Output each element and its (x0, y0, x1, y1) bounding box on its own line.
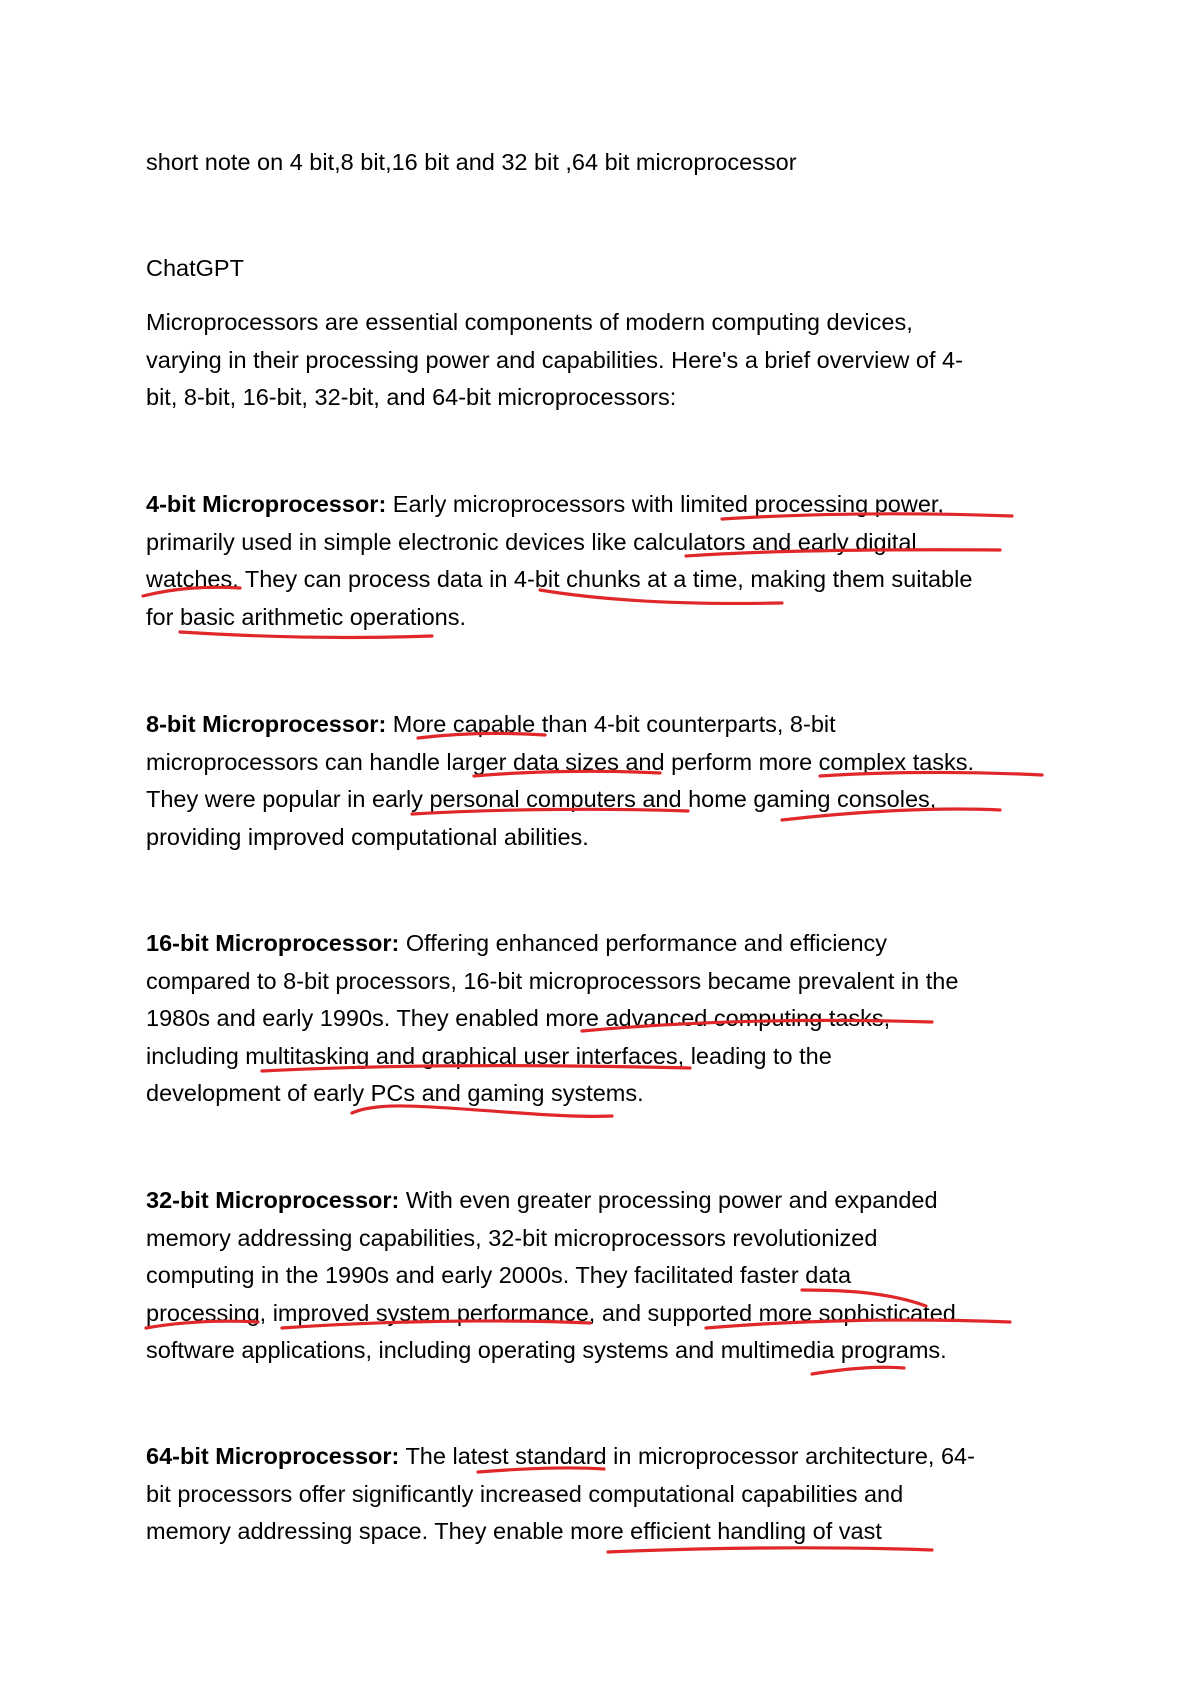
section-text: Early microprocessors with limited processing power, (386, 491, 944, 517)
prompt-line: short note on 4 bit,8 bit,16 bit and 32 bit ,64 bit microprocessor (146, 149, 797, 175)
section-line: providing improved computational abilities. (146, 823, 589, 850)
section-text: More capable than 4-bit counterparts, 8-bit (386, 711, 836, 737)
section-text: The latest standard in microprocessor architecture, 64- (399, 1443, 975, 1469)
author-label (146, 250, 1066, 288)
intro-line: varying in their processing power and capabilities. Here's a brief overview of 4- (146, 346, 963, 373)
section-heading: 4-bit Microprocessor: (146, 491, 387, 517)
section-line (146, 1438, 1066, 1476)
section-8bit (146, 706, 1066, 856)
section-line: for basic arithmetic operations. (146, 603, 467, 630)
section-line: including multitasking and graphical user interfaces, leading to the (146, 1042, 832, 1069)
section-line (146, 1182, 1066, 1220)
section-line (146, 486, 1066, 524)
section-text: Offering enhanced performance and efficiency (399, 930, 888, 956)
intro-line: Microprocessors are essential components of modern computing devices, (146, 309, 913, 335)
section-line: compared to 8-bit processors, 16-bit microprocessors became prevalent in the (146, 967, 959, 994)
section-line: software applications, including operating systems and multimedia programs. (146, 1337, 947, 1363)
section-line: memory addressing capabilities, 32-bit microprocessors revolutionized (146, 1224, 878, 1251)
prompt-text (146, 144, 1066, 182)
section-line: They were popular in early personal computers and home gaming consoles, (146, 786, 937, 812)
section-heading: 16-bit Microprocessor: (146, 930, 400, 956)
section-heading: 32-bit Microprocessor: (146, 1187, 400, 1213)
section-line: computing in the 1990s and early 2000s. They facilitated faster data (146, 1262, 852, 1288)
section-line: memory addressing space. They enable more efficient handling of vast (146, 1518, 882, 1544)
section-line (146, 925, 1066, 963)
intro-paragraph (146, 304, 1066, 417)
section-heading: 64-bit Microprocessor: (146, 1443, 400, 1469)
section-line: microprocessors can handle larger data sizes and perform more complex tasks. (146, 748, 975, 775)
section-line: development of early PCs and gaming systems. (146, 1080, 644, 1106)
section-line (146, 706, 1066, 744)
section-line: watches. They can process data in 4-bit chunks at a time, making them suitable (146, 566, 973, 592)
section-32bit (146, 1182, 1066, 1370)
author-line: ChatGPT (146, 255, 244, 281)
section-line: 1980s and early 1990s. They enabled more advanced computing tasks, (146, 1005, 891, 1031)
section-heading: 8-bit Microprocessor: (146, 711, 387, 737)
section-text: With even greater processing power and expanded (399, 1187, 938, 1213)
section-line: bit processors offer significantly increased computational capabilities and (146, 1480, 904, 1507)
section-64bit (146, 1438, 1066, 1551)
section-line: processing, improved system performance, and supported more sophisticated (146, 1299, 956, 1326)
intro-line: bit, 8-bit, 16-bit, 32-bit, and 64-bit microprocessors: (146, 384, 677, 410)
section-4bit (146, 486, 1066, 636)
section-line: primarily used in simple electronic devices like calculators and early digital (146, 528, 917, 555)
section-16bit (146, 925, 1066, 1113)
